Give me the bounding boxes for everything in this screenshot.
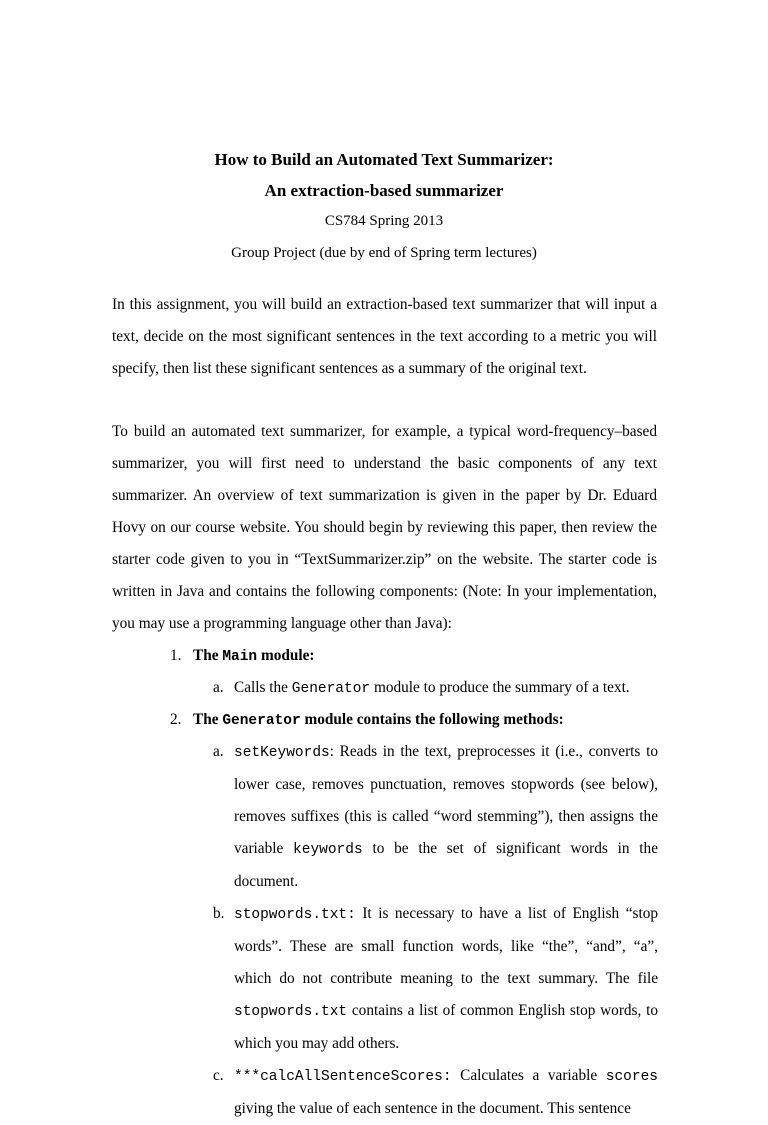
code-stopwords-file: stopwords.txt — [234, 1004, 348, 1020]
code-scores: scores — [605, 1069, 658, 1085]
code-keywords: keywords — [293, 842, 363, 858]
list-item-heading: The Main module: — [193, 647, 315, 665]
intro-paragraph: In this assignment, you will build an extraction-based text summarizer that will input a text, decide on the most significant sentences in the text according to a metric you will specify, then list these significant sentences as a summary of the original text. — [112, 296, 657, 377]
list-item-marker: 1. — [170, 647, 182, 664]
code-generator: Generator — [291, 681, 371, 697]
document-title-line-2: An extraction-based summarizer — [264, 181, 504, 200]
code-main: Main — [222, 649, 258, 665]
sub-item-marker: a. — [213, 679, 224, 696]
sub-item-marker: c. — [213, 1067, 224, 1084]
overview-paragraph: To build an automated text summarizer, for example, a typical word-frequency–based summarizer, you will first need to understand the basic components of any text summarizer. An overview of text summarization is given in the paper by Dr. Eduard Hovy on our course website. You should begin by reviewing this paper, then review the starter code given to you in “TextSummarizer.zip” on the website. The starter code is written in Java and contains the following components: (Note: In your implementation, you may use a programming language other than Java): — [112, 423, 657, 632]
course-label: CS784 Spring 2013 — [324, 213, 444, 229]
sub-item-marker: b. — [213, 905, 225, 922]
sub-item-text: setKeywords: Reads in the text, preprocesses it (i.e., converts to lower case, removes punctuation, removes stopwords (see below), removes suffixes (this is called “word stemming”), then assigns the variable keywords to be the set of significant words in the document. — [234, 743, 658, 890]
list-item-heading: The Generator module contains the following methods: — [193, 711, 564, 729]
document-title-line-1: How to Build an Automated Text Summarizer: — [214, 150, 554, 169]
code-generator-heading: Generator — [222, 713, 301, 729]
code-stopwords: stopwords.txt: — [234, 907, 356, 923]
list-item-marker: 2. — [170, 711, 182, 728]
project-label: Group Project (due by end of Spring term lectures) — [231, 245, 537, 261]
code-calcallsentencescores: ***calcAllSentenceScores: — [234, 1069, 452, 1085]
sub-item-marker: a. — [213, 743, 224, 760]
sub-item-text: Calls the Generator module to produce the summary of a text. — [234, 679, 630, 697]
sub-item-text: stopwords.txt: It is necessary to have a list of English “stop words”. These are small function words, like “the”, “and”, “a”, which do not contribute meaning to the text summary. The file stopwords.txt contains a list of common English stop words, to which you may add others. — [234, 905, 658, 1052]
sub-item-text: ***calcAllSentenceScores: Calculates a variable scores giving the value of each sentence in the document. This sentence — [234, 1067, 658, 1117]
code-setkeywords: setKeywords — [234, 745, 330, 761]
